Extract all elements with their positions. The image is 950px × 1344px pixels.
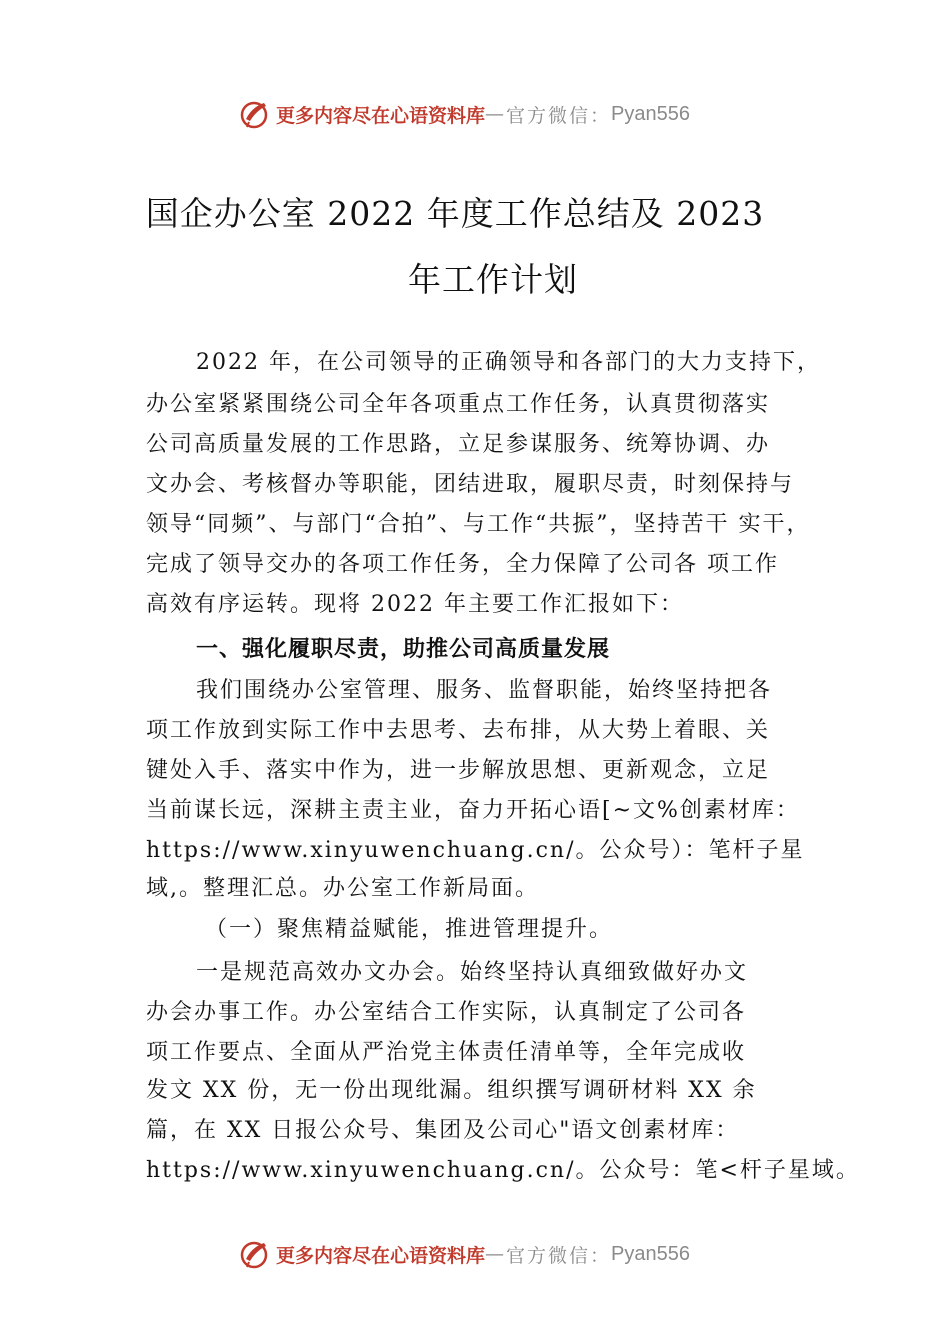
- brand-logo-icon: [238, 97, 272, 131]
- intro-line: 文办会、考核督办等职能，团结进取，履职尽责，时刻保持与: [146, 472, 795, 497]
- brand-logo-icon: [238, 1237, 272, 1271]
- footer-watermark: [238, 1236, 738, 1272]
- section-1-line: 域,。整理汇总。办公室工作新局面。: [146, 876, 539, 901]
- subsection-1-line: 发文 XX 份，无一份出现纰漏。组织撰写调研材料 XX 余: [146, 1078, 757, 1103]
- document-title-line-1: 国企办公室 2022 年度工作总结及 2023: [145, 194, 765, 233]
- subsection-1-line: 篇，在 XX 日报公众号、集团及公司心"语文创素材库：: [146, 1118, 740, 1143]
- watermark-wechat-id: Pyan556: [611, 1242, 690, 1265]
- section-1-line: 当前谋长远，深耕主责主业，奋力开拓心语[~文%创素材库：: [146, 798, 800, 823]
- section-1-line: 键处入手、落实中作为，进一步解放思想、更新观念，立足: [146, 758, 771, 783]
- section-1-line: 我们围绕办公室管理、服务、监督职能，始终坚持把各: [196, 678, 773, 703]
- watermark-dash: —: [485, 1243, 507, 1265]
- intro-line: 高效有序运转。现将 2022 年主要工作汇报如下：: [146, 592, 684, 617]
- subsection-1-line: 一是规范高效办文办会。始终坚持认真细致做好办文: [196, 960, 749, 985]
- document-title-line-2: 年工作计划: [408, 260, 578, 299]
- subsection-1-heading: （一）聚焦精益赋能，推进管理提升。: [205, 917, 614, 942]
- subsection-1-line: https://www.xinyuwenchuang.cn/。公众号：笔<杆子星域。: [146, 1158, 860, 1183]
- section-1-line: 项工作放到实际工作中去思考、去布排，从大势上着眼、关: [146, 718, 771, 743]
- intro-line: 办公室紧紧围绕公司全年各项重点工作任务，认真贯彻落实: [146, 392, 771, 417]
- intro-line: 完成了领导交办的各项工作任务，全力保障了公司各 项工作: [146, 552, 779, 577]
- watermark-wechat-label: 官方微信：: [506, 104, 612, 127]
- section-1-line: https://www.xinyuwenchuang.cn/。公众号）：笔杆子星: [146, 838, 805, 863]
- watermark-site-text: 更多内容尽在心语资料库: [276, 1244, 486, 1267]
- section-1-heading: 一、强化履职尽责，助推公司高质量发展: [196, 637, 611, 662]
- watermark-wechat-label: 官方微信：: [506, 1244, 612, 1267]
- intro-line: 2022 年，在公司领导的正确领导和各部门的大力支持下，: [196, 350, 821, 375]
- subsection-1-line: 办会办事工作。办公室结合工作实际，认真制定了公司各: [146, 1000, 747, 1025]
- intro-line: 公司高质量发展的工作思路，立足参谋服务、统筹协调、办: [146, 432, 771, 457]
- intro-line: 领导“同频”、与部门“合拍”、与工作“共振”，坚持苦干 实干，: [146, 512, 811, 537]
- watermark-site-text: 更多内容尽在心语资料库: [276, 104, 486, 127]
- watermark-wechat-id: Pyan556: [611, 102, 690, 125]
- watermark-dash: —: [485, 103, 507, 125]
- header-watermark: [238, 96, 738, 132]
- subsection-1-line: 项工作要点、全面从严治党主体责任清单等，全年完成收: [146, 1040, 747, 1065]
